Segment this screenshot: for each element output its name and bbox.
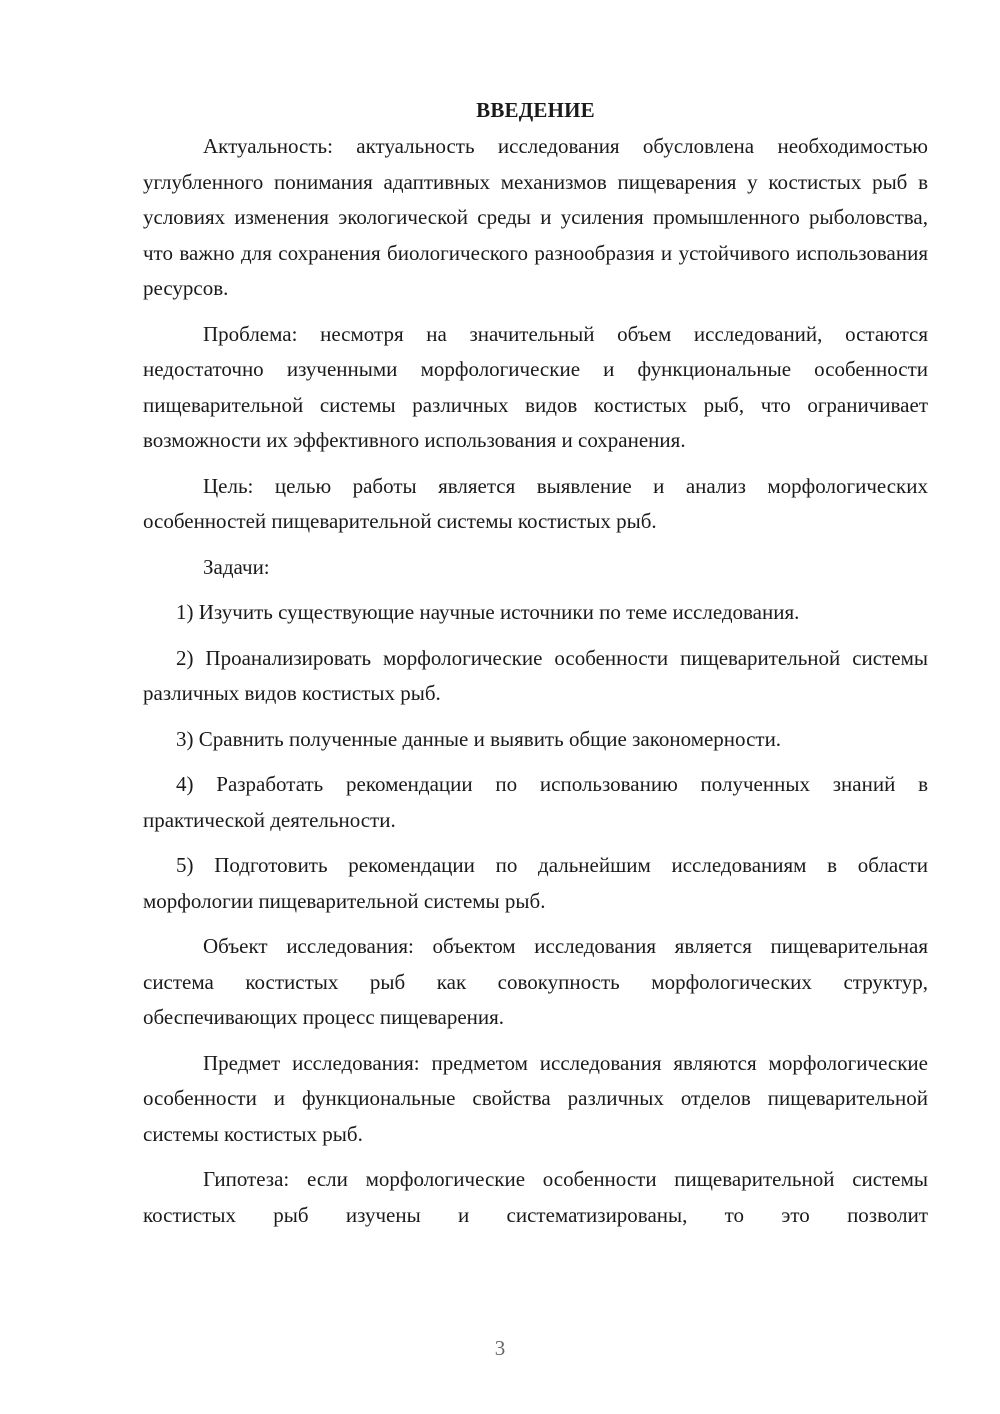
task-item-5: 5) Подготовить рекомендации по дальнейшим исследованиям в области морфологии пищеварительной системы рыб. [143,853,928,913]
task-item-3: 3) Сравнить полученные данные и выявить общие закономерности. [176,726,782,751]
paragraph-subject: Предмет исследования: предметом исследования являются морфологические особенности и функциональные свойства различных отделов пищеварительной системы костистых рыб. [143,1050,928,1146]
section-title: ВВЕДЕНИЕ [476,98,595,122]
paragraph-object: Объект исследования: объектом исследования является пищеварительная система костистых рыб как совокупность морфологических структур, обеспечивающих процесс пищеварения. [143,934,928,1029]
task-item-4: 4) Разработать рекомендации по использованию полученных знаний в практической деятельности. [143,772,928,832]
document-page [143,95,928,1243]
paragraph-relevance: Актуальность: актуальность исследования обусловлена необходимостью углубленного понимания адаптивных механизмов пищеварения у костистых рыб в условиях изменения экологической среды и усиления промышленного рыболовства, что важно для сохранения биологического разнообразия и устойчивого использования ресурсов. [143,134,928,300]
paragraph-hypothesis: Гипотеза: если морфологические особенности пищеварительной системы костистых рыб изучены и систематизированы, то это позволит [143,1167,928,1227]
task-item-2: 2) Проанализировать морфологические особенности пищеварительной системы различных видов костистых рыб. [143,645,928,705]
paragraph-tasks-heading: Задачи: [203,554,270,579]
paragraph-goal: Цель: целью работы является выявление и анализ морфологических особенностей пищеварительной системы костистых рыб. [143,473,928,533]
page-number: 3 [494,1336,506,1360]
paragraph-problem: Проблема: несмотря на значительный объем исследований, остаются недостаточно изученными морфологические и функциональные особенности пищеварительной системы различных видов костистых рыб, что ограничивает возможности их эффективного использования и сохранения. [143,321,928,452]
task-item-1: 1) Изучить существующие научные источники по теме исследования. [176,600,800,624]
